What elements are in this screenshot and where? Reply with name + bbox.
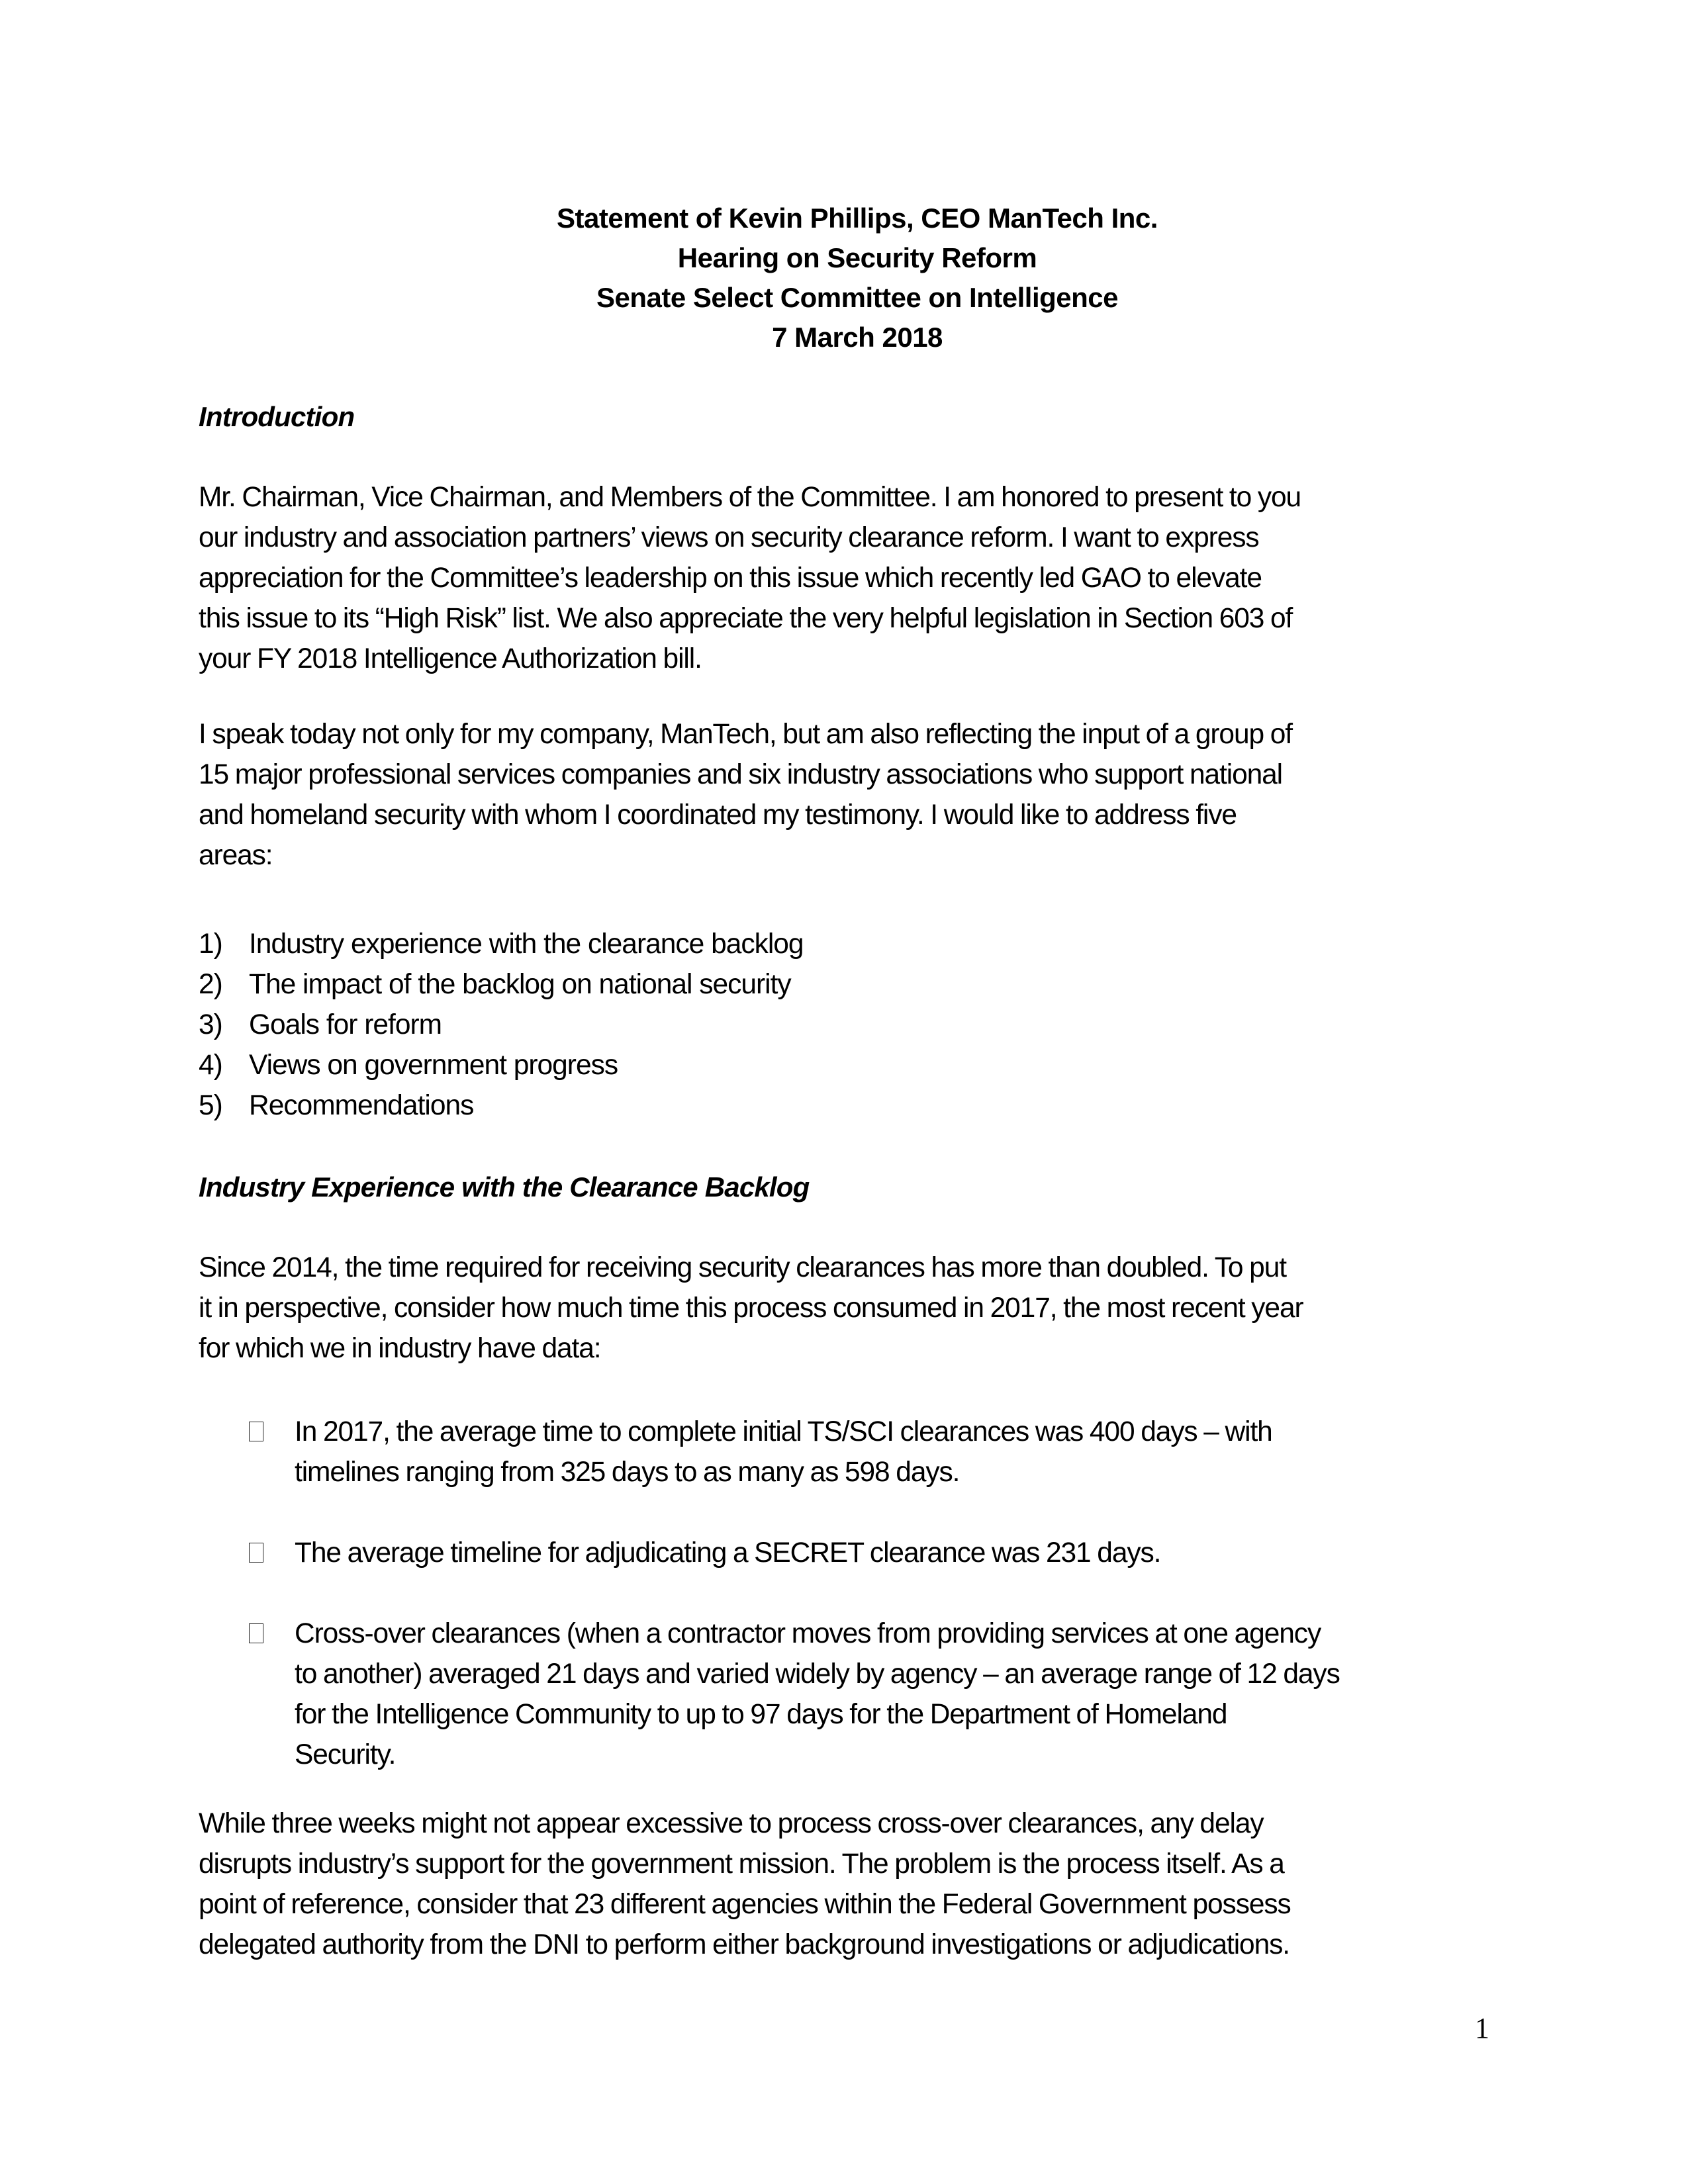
text-line: areas: bbox=[199, 840, 273, 871]
list-text: Goals for reform bbox=[249, 1009, 442, 1040]
list-text: Recommendations bbox=[249, 1090, 474, 1121]
empty-box-bullet-icon bbox=[249, 1623, 263, 1643]
list-number: 3) bbox=[199, 1009, 222, 1040]
text-line: point of reference, consider that 23 different agencies within the Federal Government possess bbox=[199, 1889, 1291, 1920]
list-number: 4) bbox=[199, 1050, 222, 1081]
title-date: 7 March 2018 bbox=[772, 322, 943, 353]
text-line: Since 2014, the time required for receiving security clearances has more than doubled. To put bbox=[199, 1252, 1286, 1283]
title-committee: Senate Select Committee on Intelligence bbox=[596, 282, 1119, 313]
text-line: it in perspective, consider how much time this process consumed in 2017, the most recent year bbox=[199, 1293, 1303, 1324]
text-line: your FY 2018 Intelligence Authorization bill. bbox=[199, 643, 702, 674]
list-text: Views on government progress bbox=[249, 1050, 618, 1081]
list-item bbox=[199, 924, 804, 964]
heading-clearance-backlog: Industry Experience with the Clearance Backlog bbox=[199, 1171, 810, 1203]
text-line: While three weeks might not appear excessive to process cross-over clearances, any delay bbox=[199, 1808, 1264, 1839]
paragraph-backlog-intro bbox=[199, 1248, 1496, 1369]
text-line: timelines ranging from 325 days to as many as 598 days. bbox=[295, 1457, 960, 1488]
paragraph-speaking-for bbox=[199, 714, 1496, 876]
list-item bbox=[245, 1412, 1272, 1492]
empty-box-bullet-icon bbox=[249, 1543, 263, 1563]
text-line: and homeland security with whom I coordinated my testimony. I would like to address five bbox=[199, 799, 1237, 831]
list-item bbox=[199, 1045, 804, 1085]
paragraph-introduction bbox=[199, 477, 1496, 679]
text-line: 15 major professional services companies and six industry associations who support national bbox=[199, 759, 1283, 790]
page-number: 1 bbox=[1475, 2012, 1489, 2044]
areas-list bbox=[199, 924, 804, 1126]
list-number: 1) bbox=[199, 929, 222, 960]
text-line: appreciation for the Committee’s leadership on this issue which recently led GAO to elevate bbox=[199, 563, 1262, 594]
text-line: delegated authority from the DNI to perform either background investigations or adjudications. bbox=[199, 1929, 1289, 1960]
list-number: 5) bbox=[199, 1090, 222, 1121]
text-line: for which we in industry have data: bbox=[199, 1333, 601, 1364]
text-line: Mr. Chairman, Vice Chairman, and Members of the Committee. I am honored to present to you bbox=[199, 482, 1301, 513]
heading-introduction: Introduction bbox=[199, 401, 355, 432]
title-statement: Statement of Kevin Phillips, CEO ManTech Inc. bbox=[557, 203, 1158, 234]
text-line: disrupts industry’s support for the government mission. The problem is the process itself. As a bbox=[199, 1848, 1284, 1880]
document-title-block bbox=[218, 199, 1496, 357]
list-item bbox=[199, 964, 804, 1005]
text-line: I speak today not only for my company, ManTech, but am also reflecting the input of a group of bbox=[199, 719, 1292, 750]
text-line: for the Intelligence Community to up to 97 days for the Department of Homeland bbox=[295, 1699, 1227, 1730]
list-number: 2) bbox=[199, 969, 222, 1000]
list-item bbox=[245, 1614, 1340, 1775]
list-item bbox=[199, 1085, 804, 1126]
text-line: this issue to its “High Risk” list. We also appreciate the very helpful legislation in Section 603 of bbox=[199, 603, 1293, 634]
text-line: Cross-over clearances (when a contractor moves from providing services at one agency bbox=[295, 1618, 1321, 1649]
list-item bbox=[245, 1533, 1160, 1573]
text-line: our industry and association partners’ views on security clearance reform. I want to express bbox=[199, 522, 1259, 553]
text-line: The average timeline for adjudicating a SECRET clearance was 231 days. bbox=[295, 1537, 1161, 1569]
text-line: Security. bbox=[295, 1739, 396, 1770]
paragraph-crossover-delay bbox=[199, 1803, 1496, 1965]
text-line: to another) averaged 21 days and varied widely by agency – an average range of 12 days bbox=[295, 1659, 1340, 1690]
list-item bbox=[199, 1005, 804, 1045]
title-hearing: Hearing on Security Reform bbox=[677, 242, 1037, 273]
list-text: The impact of the backlog on national security bbox=[249, 969, 791, 1000]
page-content bbox=[199, 199, 1496, 1960]
text-line: In 2017, the average time to complete initial TS/SCI clearances was 400 days – with bbox=[295, 1416, 1272, 1447]
list-text: Industry experience with the clearance backlog bbox=[249, 929, 804, 960]
empty-box-bullet-icon bbox=[249, 1422, 263, 1441]
